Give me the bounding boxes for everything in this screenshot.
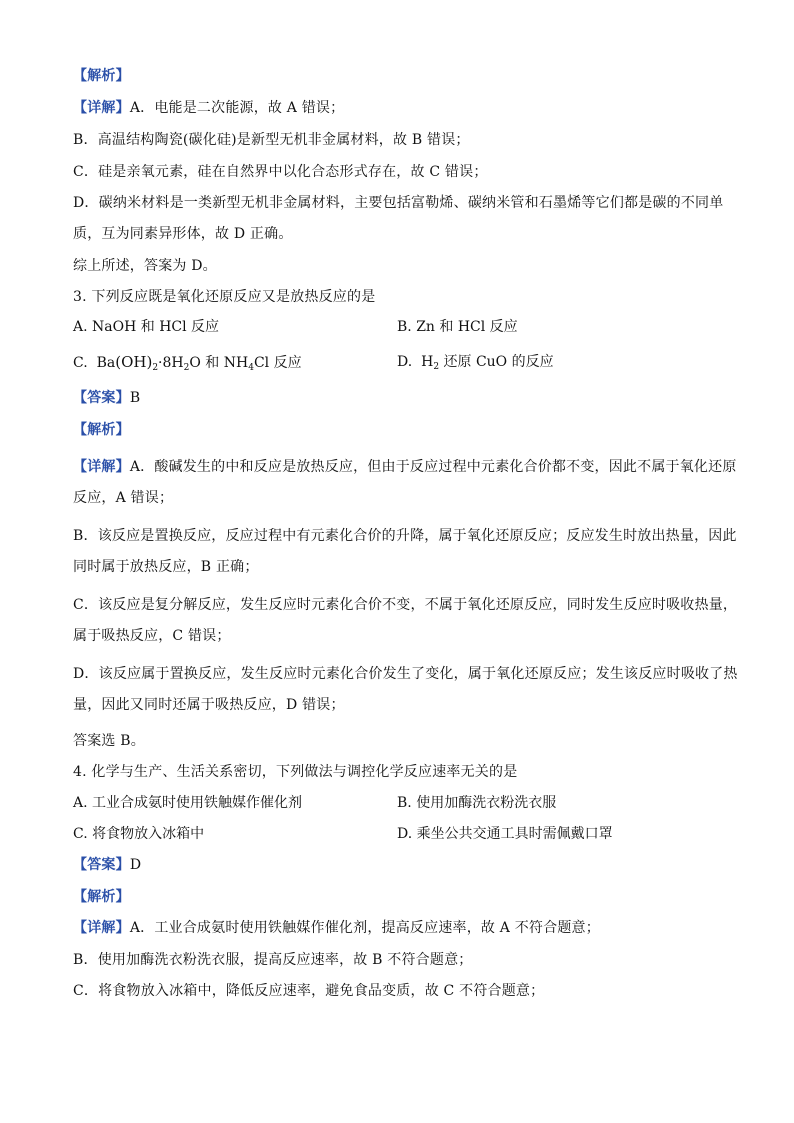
detail-line-d2: 质，互为同素异形体，故 D 正确。 xyxy=(73,226,293,242)
q3-option-b: B. Zn 和 HCl 反应 xyxy=(397,319,518,335)
detail-line-b: B．高温结构陶瓷(碳化硅)是新型无机非金属材料，故 B 错误； xyxy=(73,132,470,148)
q4-detail-c: C．将食物放入冰箱中，降低反应速率，避免食品变质，故 C 不符合题意； xyxy=(73,983,545,999)
answer-value: B xyxy=(129,390,141,406)
q3-option-d-text: 还原 CuO 的反应 xyxy=(443,354,554,370)
formula-h: H xyxy=(421,354,434,370)
q3-detail-b2: 同时属于放热反应，B 正确； xyxy=(73,559,259,575)
q3-option-d-label: D. xyxy=(397,354,413,370)
answer-value: D xyxy=(129,857,142,873)
q3-analysis-heading xyxy=(73,420,130,440)
detail-tag: 【详解】 xyxy=(73,459,130,475)
detail-line-d1: D．碳纳米材料是一类新型无机非金属材料，主要包括富勒烯、碳纳米管和石墨烯等它们都是碳的不同单 xyxy=(73,195,724,211)
detail-line-a xyxy=(73,98,344,118)
question-4-stem: 4. 化学与生产、生活关系密切，下列做法与调控化学反应速率无关的是 xyxy=(73,764,518,780)
formula-ba: Ba xyxy=(96,355,116,371)
question-3-stem: 3. 下列反应既是氧化还原反应又是放热反应的是 xyxy=(73,289,376,305)
analysis-heading xyxy=(73,66,130,86)
q3-detail-b1: B．该反应是置换反应，反应过程中有元素化合价的升降，属于氧化还原反应；反应发生时放出热量，因此 xyxy=(73,528,737,544)
q3-summary: 答案选 B。 xyxy=(73,733,145,749)
q4-option-c: C. 将食物放入冰箱中 xyxy=(73,826,205,842)
q3-detail-c2: 属于吸热反应，C 错误； xyxy=(73,628,231,644)
q3-option-a: A. NaOH 和 HCl 反应 xyxy=(73,319,220,335)
q4-answer xyxy=(73,855,141,875)
q4-option-d: D. 乘坐公共交通工具时需佩戴口罩 xyxy=(397,826,613,842)
q3-detail-d2: 量，因此又同时还属于吸热反应，D 错误； xyxy=(73,697,345,713)
q3-option-c-label: C. xyxy=(73,355,88,371)
summary-line: 综上所述，答案为 D。 xyxy=(73,258,217,274)
formula-sub: 2 xyxy=(183,363,190,373)
q3-detail-a2: 反应，A 错误； xyxy=(73,490,174,506)
analysis-tag: 【解析】 xyxy=(73,68,130,84)
formula-oh: (OH) xyxy=(115,353,153,371)
q4-option-a: A. 工业合成氨时使用铁触媒作催化剂 xyxy=(73,795,303,811)
analysis-tag: 【解析】 xyxy=(73,422,130,438)
detail-text: A．电能是二次能源，故 A 错误； xyxy=(129,100,345,116)
q3-answer xyxy=(73,388,140,408)
q3-detail-a1 xyxy=(73,457,737,477)
q4-analysis-heading xyxy=(73,887,130,907)
q4-detail-b: B．使用加酶洗衣粉洗衣服，提高反应速率，故 B 不符合题意； xyxy=(73,952,473,968)
q4-option-b: B. 使用加酶洗衣粉洗衣服 xyxy=(397,795,557,811)
detail-tag: 【详解】 xyxy=(73,100,130,116)
detail-text: A．酸碱发生的中和反应是放热反应，但由于反应过程中元素化合价都不变，因此不属于氧化还原 xyxy=(129,459,737,475)
formula-sub: 2 xyxy=(433,362,440,372)
q3-detail-d1: D．该反应属于置换反应，发生反应时元素化合价发生了变化，属于氧化还原反应；发生该反应时吸收了热 xyxy=(73,666,738,682)
formula-water: ·8H xyxy=(158,355,184,371)
analysis-tag: 【解析】 xyxy=(73,889,130,905)
q3-option-c xyxy=(73,352,302,378)
q3-detail-c1: C．该反应是复分解反应，发生反应时元素化合价不变，不属于氧化还原反应，同时发生反应时吸收热量， xyxy=(73,597,738,613)
formula-nh: O 和 NH xyxy=(189,355,249,371)
formula-sub: 2 xyxy=(152,363,159,373)
formula-cl: Cl 反应 xyxy=(253,355,302,371)
answer-tag: 【答案】 xyxy=(73,857,130,873)
formula-sub: 4 xyxy=(248,363,254,373)
answer-tag: 【答案】 xyxy=(73,390,130,406)
detail-text: A．工业合成氨时使用铁触媒作催化剂，提高反应速率，故 A 不符合题意； xyxy=(129,920,600,936)
detail-tag: 【详解】 xyxy=(73,920,130,936)
q4-detail-a xyxy=(73,918,600,938)
detail-line-c: C．硅是亲氧元素，硅在自然界中以化合态形式存在，故 C 错误； xyxy=(73,164,488,180)
q3-option-d xyxy=(397,352,554,377)
